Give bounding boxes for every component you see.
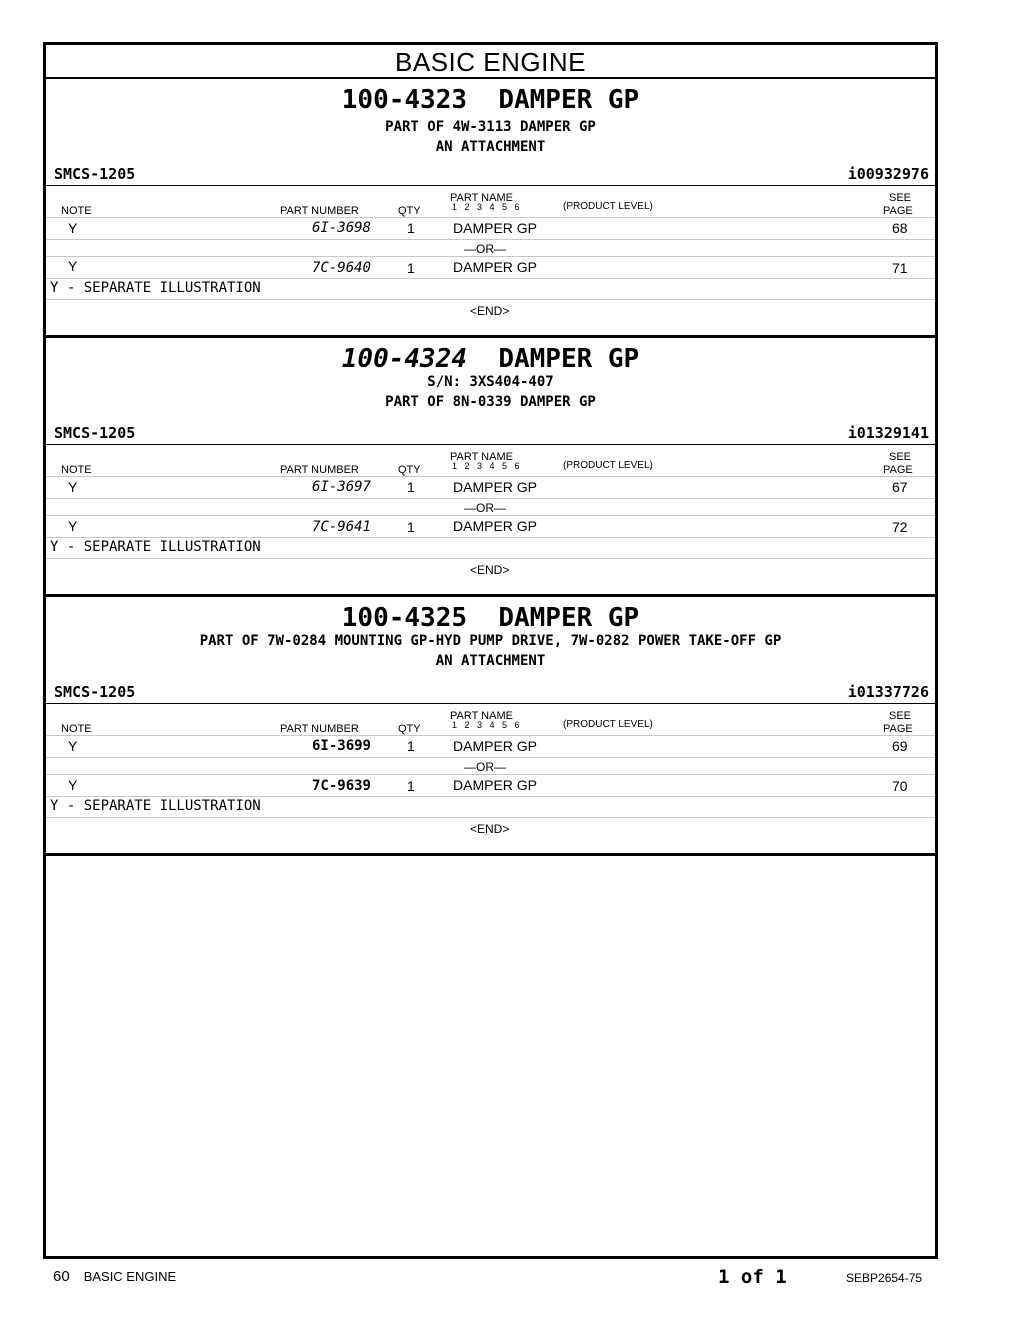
- col-see: SEE: [889, 451, 912, 463]
- row-see-page: 67: [892, 479, 908, 495]
- page-number: 60: [53, 1268, 70, 1285]
- row-divider: [46, 774, 935, 775]
- row-divider: [46, 757, 935, 758]
- row-see-page: 69: [892, 738, 908, 754]
- row-divider: [46, 735, 935, 736]
- col-levels: 1 2 3 4 5 6: [452, 461, 520, 471]
- row-divider: [46, 537, 935, 538]
- row-note: Y: [68, 518, 78, 534]
- row-note: Y: [68, 479, 78, 495]
- row-qty: 1: [407, 260, 415, 276]
- section-subline: PART OF 7W-0284 MOUNTING GP-HYD PUMP DRIVE, 7W-0282 POWER TAKE-OFF GP: [199, 633, 782, 649]
- col-levels: 1 2 3 4 5 6: [452, 720, 520, 730]
- row-divider: [46, 476, 935, 477]
- illustration-id: i01337726: [847, 683, 929, 701]
- divider: [46, 185, 935, 186]
- row-see-page: 71: [892, 260, 908, 276]
- col-see: SEE: [889, 192, 912, 204]
- row-part-name: DAMPER GP: [453, 220, 538, 236]
- group-number: 100-4324: [341, 344, 468, 374]
- row-qty: 1: [407, 519, 415, 535]
- smcs-code: SMCS-1205: [54, 683, 136, 701]
- footer-page-info: [53, 1268, 176, 1285]
- group-number: 100-4323: [341, 85, 468, 115]
- row-divider: [46, 217, 935, 218]
- document-id: SEBP2654-75: [846, 1271, 923, 1285]
- divider: [46, 703, 935, 704]
- row-part-name: DAMPER GP: [453, 777, 538, 793]
- col-product-level: (PRODUCT LEVEL): [563, 719, 653, 730]
- row-part-number: 6I-3698: [311, 220, 371, 236]
- end-marker: <END>: [470, 304, 510, 318]
- row-divider: [46, 558, 935, 559]
- col-qty: QTY: [398, 205, 421, 217]
- col-page: PAGE: [883, 205, 913, 217]
- row-qty: 1: [407, 479, 415, 495]
- row-qty: 1: [407, 220, 415, 236]
- row-qty: 1: [407, 738, 415, 754]
- end-marker: <END>: [470, 822, 510, 836]
- row-divider: [46, 817, 935, 818]
- col-product-level: (PRODUCT LEVEL): [563, 460, 653, 471]
- col-part-name: PART NAME: [450, 710, 513, 722]
- illustration-id: i01329141: [847, 424, 929, 442]
- row-note: Y: [68, 258, 78, 274]
- group-name: DAMPER GP: [498, 85, 640, 115]
- row-part-name: DAMPER GP: [453, 738, 538, 754]
- smcs-code: SMCS-1205: [54, 165, 136, 183]
- col-part-name: PART NAME: [450, 451, 513, 463]
- col-note: NOTE: [61, 723, 92, 735]
- col-qty: QTY: [398, 464, 421, 476]
- illustration-id: i00932976: [847, 165, 929, 183]
- page-title: BASIC ENGINE: [46, 45, 935, 79]
- row-divider: [46, 239, 935, 240]
- section-subline: AN ATTACHMENT: [435, 139, 546, 155]
- section-subline: AN ATTACHMENT: [435, 653, 546, 669]
- legend: Y - SEPARATE ILLUSTRATION: [50, 798, 261, 814]
- section-subline: PART OF 8N-0339 DAMPER GP: [385, 394, 596, 410]
- group-number: 100-4325: [341, 603, 468, 633]
- row-qty: 1: [407, 778, 415, 794]
- row-part-name: DAMPER GP: [453, 518, 538, 534]
- parts-section-100-4325: [46, 597, 935, 856]
- smcs-code: SMCS-1205: [54, 424, 136, 442]
- col-page: PAGE: [883, 464, 913, 476]
- col-page: PAGE: [883, 723, 913, 735]
- row-divider: [46, 278, 935, 279]
- col-part-number: PART NUMBER: [280, 205, 359, 217]
- row-see-page: 68: [892, 220, 908, 236]
- section-title: [46, 85, 935, 115]
- end-marker: <END>: [470, 563, 510, 577]
- row-part-number: 7C-9639: [311, 778, 371, 794]
- col-note: NOTE: [61, 205, 92, 217]
- group-name: DAMPER GP: [498, 603, 640, 633]
- or-separator: —OR—: [464, 242, 506, 256]
- row-divider: [46, 796, 935, 797]
- row-part-number: 6I-3697: [311, 479, 371, 495]
- col-levels: 1 2 3 4 5 6: [452, 202, 520, 212]
- or-separator: —OR—: [464, 501, 506, 515]
- section-subline: PART OF 4W-3113 DAMPER GP: [385, 119, 596, 135]
- row-see-page: 70: [892, 778, 908, 794]
- col-product-level: (PRODUCT LEVEL): [563, 201, 653, 212]
- row-part-name: DAMPER GP: [453, 259, 538, 275]
- row-divider: [46, 299, 935, 300]
- section-title: [46, 603, 935, 633]
- legend: Y - SEPARATE ILLUSTRATION: [50, 280, 261, 296]
- row-divider: [46, 498, 935, 499]
- row-part-name: DAMPER GP: [453, 479, 538, 495]
- parts-section-100-4323: [46, 79, 935, 338]
- row-note: Y: [68, 738, 78, 754]
- row-part-number: 7C-9640: [311, 260, 371, 276]
- row-divider: [46, 515, 935, 516]
- or-separator: —OR—: [464, 760, 506, 774]
- page-count: 1 of 1: [718, 1266, 787, 1288]
- row-part-number: 6I-3699: [311, 738, 371, 754]
- col-note: NOTE: [61, 464, 92, 476]
- col-see: SEE: [889, 710, 912, 722]
- col-qty: QTY: [398, 723, 421, 735]
- col-part-number: PART NUMBER: [280, 464, 359, 476]
- row-part-number: 7C-9641: [311, 519, 371, 535]
- row-note: Y: [68, 220, 78, 236]
- page-frame: [43, 42, 938, 1259]
- section-subline: S/N: 3XS404-407: [427, 374, 554, 390]
- section-title: [46, 344, 935, 374]
- parts-section-100-4324: [46, 338, 935, 597]
- row-note: Y: [68, 777, 78, 793]
- footer-section: BASIC ENGINE: [83, 1269, 177, 1284]
- row-divider: [46, 256, 935, 257]
- legend: Y - SEPARATE ILLUSTRATION: [50, 539, 261, 555]
- row-see-page: 72: [892, 519, 908, 535]
- group-name: DAMPER GP: [498, 344, 640, 374]
- divider: [46, 444, 935, 445]
- col-part-number: PART NUMBER: [280, 723, 359, 735]
- col-part-name: PART NAME: [450, 192, 513, 204]
